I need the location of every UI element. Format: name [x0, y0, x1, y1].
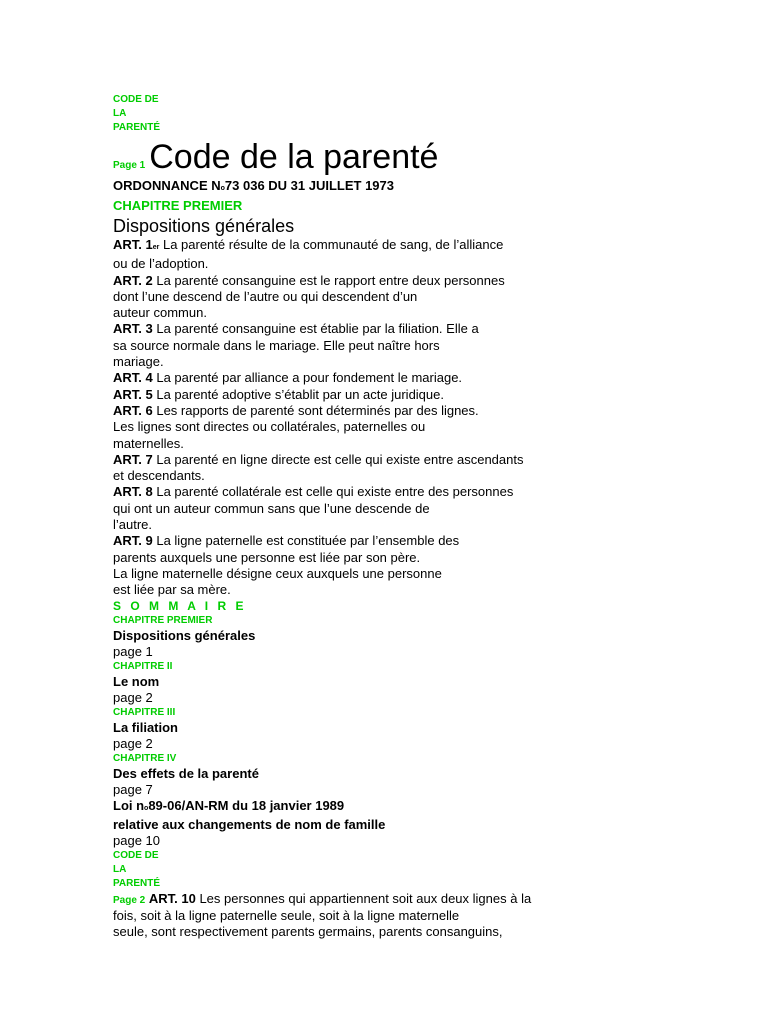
article-line [113, 452, 573, 468]
article-line [113, 484, 573, 500]
article-text: La parenté adoptive s’établit par un acte juridique. [152, 386, 444, 402]
article-text: La parenté en ligne directe est celle qui existe entre ascendants [152, 451, 524, 467]
toc-chapter-label: CHAPITRE II [113, 660, 173, 672]
ordonnance-line [113, 177, 573, 198]
page-2-block [113, 891, 573, 941]
toc-page-number: page 10 [113, 832, 160, 848]
toc-chapter-label: CHAPITRE PREMIER [113, 614, 213, 626]
article-label: ART. 2 [113, 272, 153, 288]
ordonnance-prefix: ORDONNANCE N [113, 178, 221, 193]
toc-entry [113, 614, 573, 660]
article-text: La parenté résulte de la communauté de sang, de l’alliance [159, 237, 504, 252]
toc-loi-line [113, 798, 573, 817]
article-line: l’autre. [113, 517, 153, 533]
toc-page-number: page 2 [113, 735, 153, 751]
toc-page-number: page 1 [113, 643, 153, 659]
article-line: fois, soit à la ligne paternelle seule, soit à la ligne maternelle [113, 907, 460, 923]
article-text: La parenté consanguine est établie par la filiation. Elle a [152, 321, 479, 337]
article-label: ART. 7 [113, 451, 153, 467]
article-line [113, 403, 573, 419]
ordonnance-number: 73 036 DU 31 JUILLET 1973 [224, 178, 394, 193]
toc-chapter-label: CHAPITRE III [113, 706, 176, 718]
page-number-tag: Page 1 [113, 160, 146, 171]
toc-entry [113, 752, 573, 798]
article-label: ART. 9 [113, 533, 153, 549]
article-label: ART. 1 [113, 237, 153, 252]
chapter-label: CHAPITRE PREMIER [113, 198, 243, 213]
article-label: ART. 4 [113, 370, 153, 386]
toc-entry [113, 660, 573, 706]
articles-block [113, 237, 573, 599]
article-text: La parenté par alliance a pour fondement le mariage. [152, 370, 463, 386]
toc-page-number: page 2 [113, 689, 153, 705]
toc-heading: Dispositions générales [113, 627, 256, 643]
toc-page-number: page 7 [113, 781, 153, 797]
article-line [113, 370, 573, 386]
article-label: ART. 5 [113, 386, 153, 402]
header-label-line: LA [113, 108, 127, 119]
toc-heading: Des effets de la parenté [113, 765, 259, 781]
article-line: qui ont un auteur commun sans que l’une descende de [113, 500, 430, 516]
article-line: est liée par sa mère. [113, 582, 231, 598]
running-header [113, 849, 573, 891]
article-text: La parenté consanguine est le rapport entre deux personnes [152, 272, 505, 288]
document-title: Code de la parenté [149, 138, 439, 176]
chapter-title: Dispositions générales [113, 216, 295, 236]
header-label-line: PARENTÉ [113, 877, 161, 889]
article-line: Les lignes sont directes ou collatérales, paternelles ou [113, 419, 426, 435]
article-line: dont l’une descend de l’autre ou qui descendent d’un [113, 288, 418, 304]
article-text: Les personnes qui appartiennent soit aux deux lignes à la [195, 890, 532, 906]
running-header [113, 93, 573, 135]
title-row [113, 135, 573, 175]
article-label: ART. 6 [113, 402, 153, 418]
article-line: sa source normale dans le mariage. Elle peut naître hors [113, 337, 440, 353]
loi-sub-o: o [144, 804, 149, 812]
toc-loi-subtitle: relative aux changements de nom de famille [113, 816, 386, 832]
toc-loi-entry [113, 798, 573, 849]
table-of-contents [113, 614, 573, 849]
loi-rest: 89-06/AN-RM du 18 janvier 1989 [148, 797, 345, 813]
article-line: seule, sont respectivement parents germains, parents consanguins, [113, 923, 503, 939]
sommaire-title: S O M M A I R E [113, 598, 247, 613]
article-line: mariage. [113, 354, 164, 370]
article-line [113, 237, 573, 256]
article-line: parents auxquels une personne est liée par son père. [113, 549, 421, 565]
toc-entry [113, 706, 573, 752]
page-number-tag: Page 2 [113, 894, 146, 906]
article-line [113, 387, 573, 403]
toc-heading: Le nom [113, 673, 160, 689]
article-line [113, 533, 573, 549]
article-label: ART. 10 [148, 890, 196, 906]
article-line: La ligne maternelle désigne ceux auxquels une personne [113, 565, 442, 581]
header-label-line: PARENTÉ [113, 122, 161, 133]
toc-heading: La filiation [113, 719, 178, 735]
header-label-line: CODE DE [113, 849, 159, 861]
article-label: ART. 3 [113, 321, 153, 337]
article-text: Les rapports de parenté sont déterminés par des lignes. [152, 402, 479, 418]
loi-prefix: Loi n [113, 797, 145, 813]
article-line: ou de l’adoption. [113, 256, 209, 272]
document-page [113, 93, 573, 940]
article-line [113, 273, 573, 289]
header-label-line: CODE DE [113, 94, 159, 105]
article-sup: er [152, 244, 160, 251]
article-line: maternelles. [113, 435, 184, 451]
article-text: La parenté collatérale est celle qui existe entre des personnes [152, 484, 514, 500]
article-text: La ligne paternelle est constituée par l’ensemble des [152, 533, 460, 549]
article-line [113, 891, 573, 908]
article-line [113, 321, 573, 337]
article-label: ART. 8 [113, 484, 153, 500]
ordonnance-sub-o: o [220, 185, 225, 192]
article-line: et descendants. [113, 468, 205, 484]
header-label-line: LA [113, 863, 127, 875]
article-line: auteur commun. [113, 305, 207, 321]
toc-chapter-label: CHAPITRE IV [113, 752, 177, 764]
